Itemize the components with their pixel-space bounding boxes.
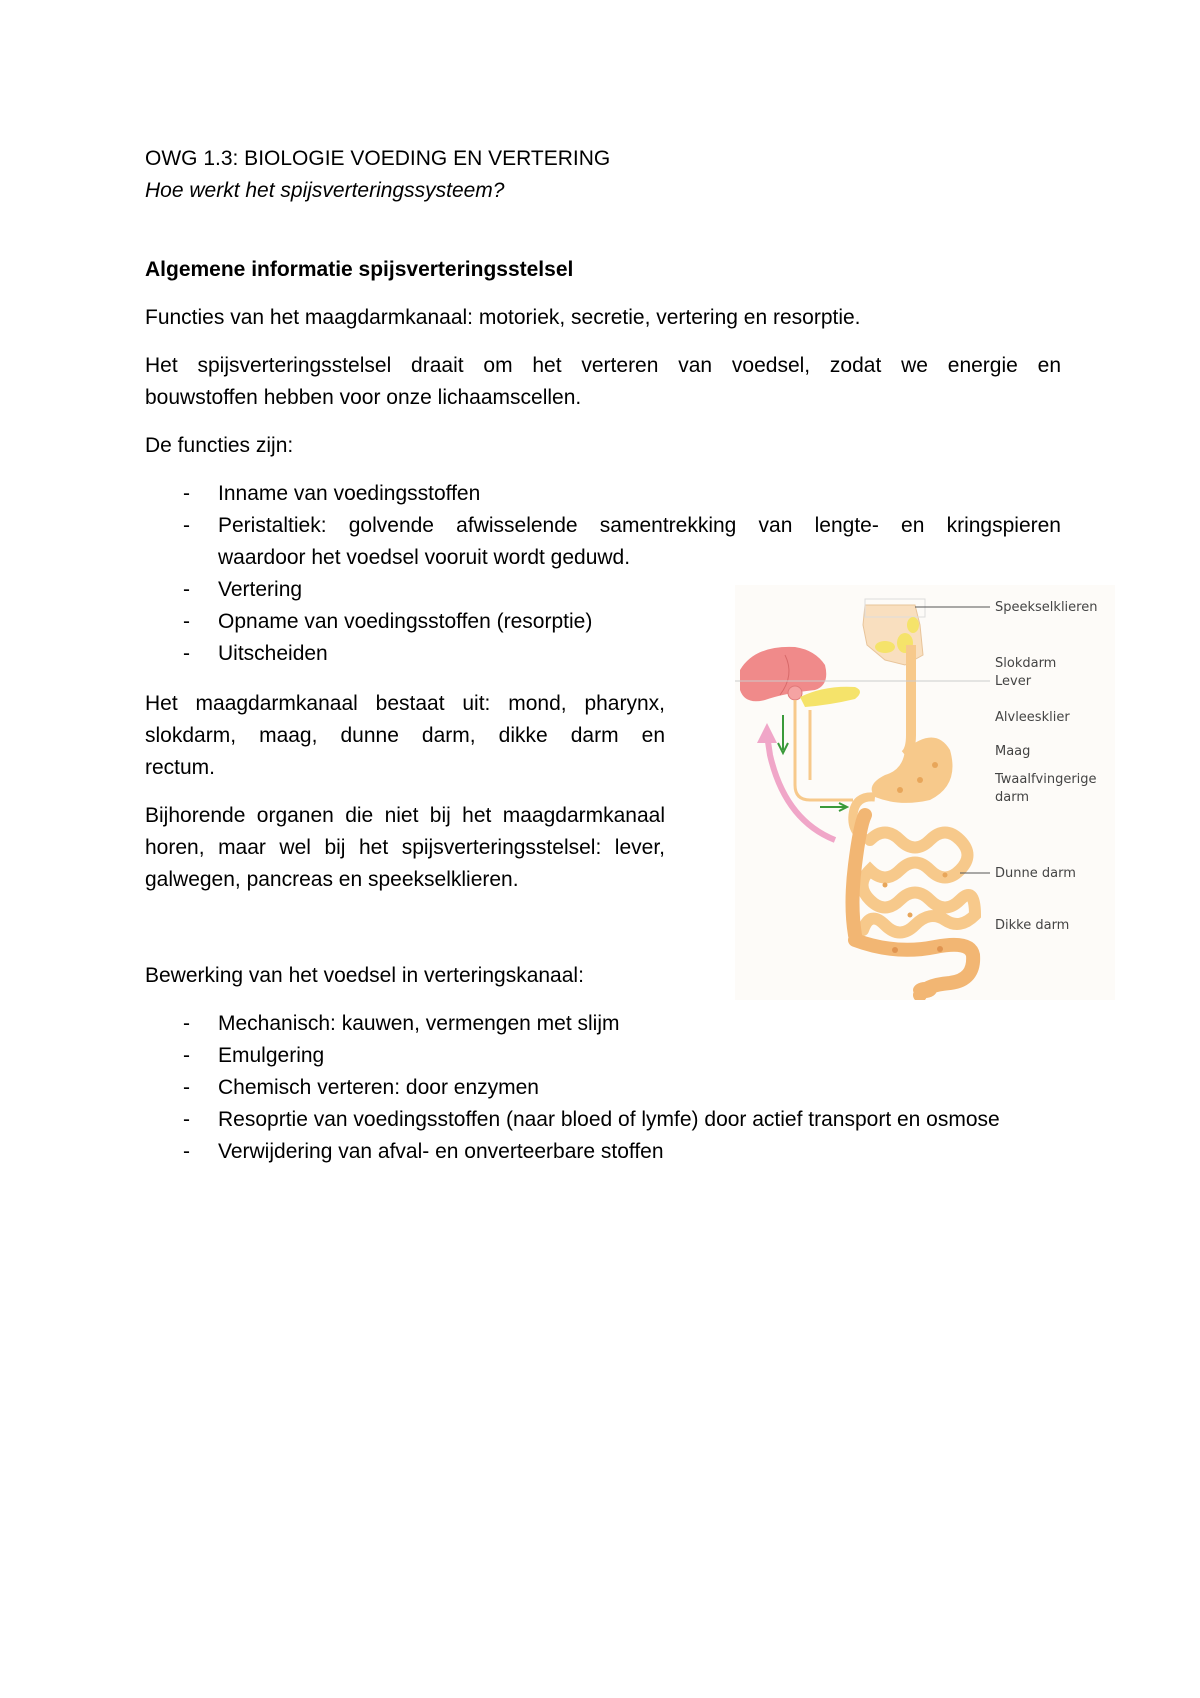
paragraph-kanaal-line3: rectum. bbox=[145, 756, 216, 779]
list-item: Verwijdering van afval- en onverteerbare stoffen bbox=[218, 1140, 664, 1163]
texture-dot bbox=[883, 883, 888, 888]
list-dash: - bbox=[183, 1140, 190, 1163]
label-slokdarm: Slokdarm bbox=[995, 656, 1057, 671]
paragraph-functies-zijn: De functies zijn: bbox=[145, 434, 294, 457]
salivary-gland bbox=[907, 617, 919, 633]
list-dash: - bbox=[183, 1076, 190, 1099]
texture-dot bbox=[897, 787, 903, 793]
label-darm: darm bbox=[995, 790, 1029, 805]
paragraph-kanaal-line2: slokdarm, maag, dunne darm, dikke darm en bbox=[145, 724, 665, 747]
texture-dot bbox=[908, 913, 913, 918]
list-item: Peristaltiek: golvende afwisselende samentrekking van lengte- en kringspieren bbox=[218, 514, 1061, 537]
label-lever: Lever bbox=[995, 674, 1032, 689]
texture-dot bbox=[932, 762, 938, 768]
document-subtitle: Hoe werkt het spijsverteringssysteem? bbox=[145, 179, 505, 202]
digestive-system-figure bbox=[735, 585, 1115, 1000]
paragraph-functions: Functies van het maagdarmkanaal: motoriek, secretie, vertering en resorptie. bbox=[145, 306, 861, 329]
paragraph-organen-line1: Bijhorende organen die niet bij het maagdarmkanaal bbox=[145, 804, 665, 827]
list-item: Chemisch verteren: door enzymen bbox=[218, 1076, 539, 1099]
label-dunne-darm: Dunne darm bbox=[995, 866, 1076, 881]
texture-dot bbox=[937, 946, 943, 952]
rectum bbox=[913, 982, 937, 998]
label-dikke-darm: Dikke darm bbox=[995, 918, 1070, 933]
paragraph-intro-line2: bouwstoffen hebben voor onze lichaamscellen. bbox=[145, 386, 582, 409]
label-speekselklieren: Speekselklieren bbox=[995, 600, 1098, 615]
paragraph-bewerking: Bewerking van het voedsel in verteringskanaal: bbox=[145, 964, 584, 987]
salivary-gland bbox=[875, 641, 895, 653]
list-dash: - bbox=[183, 1012, 190, 1035]
list-dash: - bbox=[183, 1044, 190, 1067]
paragraph-intro-line1: Het spijsverteringsstelsel draait om het verteren van voedsel, zodat we energie en bbox=[145, 354, 1061, 377]
paragraph-organen-line2: horen, maar wel bij het spijsverteringsstelsel: lever, bbox=[145, 836, 665, 859]
section-heading: Algemene informatie spijsverteringsstelsel bbox=[145, 258, 574, 281]
list-dash: - bbox=[183, 1108, 190, 1131]
gallbladder bbox=[788, 686, 802, 700]
texture-dot bbox=[892, 947, 898, 953]
list-item: Vertering bbox=[218, 578, 303, 601]
list-item: Uitscheiden bbox=[218, 642, 328, 665]
list-item: Resoprtie van voedingsstoffen (naar bloed of lymfe) door actief transport en osmose bbox=[218, 1108, 1000, 1131]
list-dash: - bbox=[183, 514, 190, 537]
list-item: Opname van voedingsstoffen (resorptie) bbox=[218, 610, 593, 633]
list-dash: - bbox=[183, 642, 190, 665]
list-item: Mechanisch: kauwen, vermengen met slijm bbox=[218, 1012, 620, 1035]
texture-dot bbox=[943, 873, 948, 878]
label-twaalfvingerige: Twaalfvingerige bbox=[995, 772, 1097, 787]
label-alvleesklier: Alvleesklier bbox=[995, 710, 1070, 725]
list-item: Inname van voedingsstoffen bbox=[218, 482, 481, 505]
list-item: Emulgering bbox=[218, 1044, 325, 1067]
list-dash: - bbox=[183, 578, 190, 601]
texture-dot bbox=[917, 777, 923, 783]
paragraph-organen-line3: galwegen, pancreas en speekselklieren. bbox=[145, 868, 519, 891]
list-dash: - bbox=[183, 610, 190, 633]
label-maag: Maag bbox=[995, 744, 1031, 759]
paragraph-kanaal-line1: Het maagdarmkanaal bestaat uit: mond, pharynx, bbox=[145, 692, 665, 715]
document-title: OWG 1.3: BIOLOGIE VOEDING EN VERTERING bbox=[145, 147, 611, 170]
list-item-continuation: waardoor het voedsel vooruit wordt geduwd. bbox=[218, 546, 631, 569]
list-dash: - bbox=[183, 482, 190, 505]
